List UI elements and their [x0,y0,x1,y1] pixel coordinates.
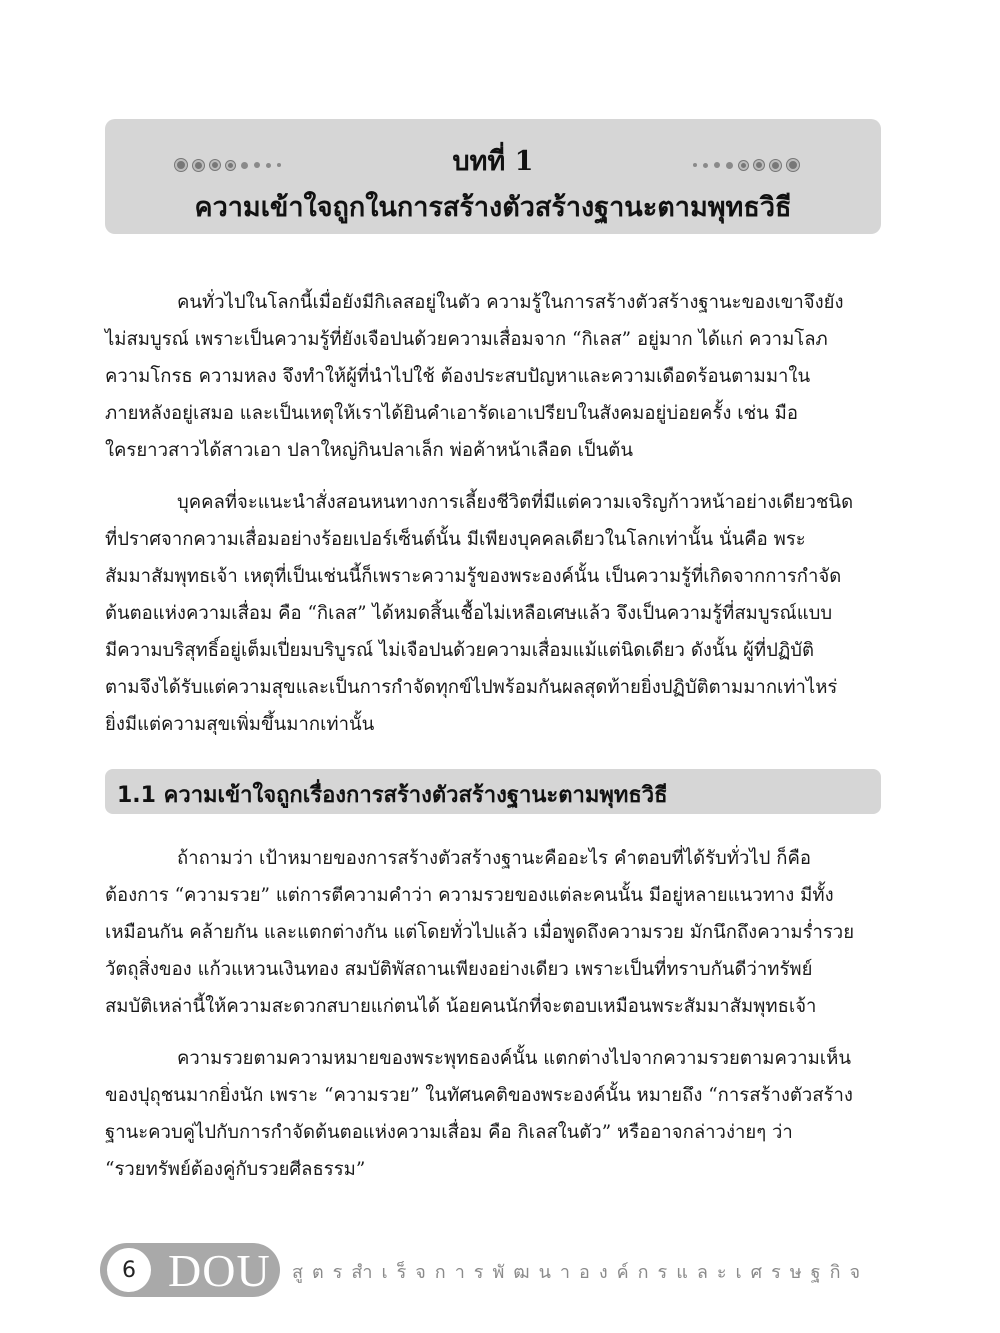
decorative-dots-right [693,159,799,171]
paragraph-line: ต้องการ “ความรวย” แต่การตีความคำว่า ความรวยของแต่ละคนนั้น มีอยู่หลายแนวทาง มีทั้ง [105,885,834,906]
paragraph-line: สมบัติเหล่านี้ให้ความสะดวกสบายแก่ตนได้ น้อยคนนักที่จะตอบเหมือนพระสัมมาสัมพุทธเจ้า [105,996,817,1017]
paragraph-line: ใครยาวสาวได้สาวเอา ปลาใหญ่กินปลาเล็ก พ่อค้าหน้าเลือด เป็นต้น [105,440,633,461]
paragraph-line: ฐานะควบคู่ไปกับการกำจัดต้นตอแห่งความเสื่อม คือ กิเลสในตัว” หรืออาจกล่าวง่ายๆ ว่า [105,1122,793,1143]
dou-logo: DOU [168,1245,271,1296]
paragraph-line: ภายหลังอยู่เสมอ และเป็นเหตุให้เราได้ยินคำเอารัดเอาเปรียบในสังคมอยู่บ่อยครั้ง เช่น มือ [105,403,798,424]
section-header [105,769,881,814]
paragraph-line: ของปุถุชนมากยิ่งนัก เพราะ “ความรวย” ในทัศนคติของพระองค์นั้น หมายถึง “การสร้างตัวสร้าง [105,1085,853,1106]
paragraph-line: มีความบริสุทธิ์อยู่เต็มเปี่ยมบริบูรณ์ ไม่เจือปนด้วยความเสื่อมแม้แต่นิดเดียว ดังนั้น ผู้ที่ปฏิบัติ [105,640,814,661]
paragraph-1 [105,284,881,469]
paragraph-line: บุคคลที่จะแนะนำสั่งสอนหนทางการเลี้ยงชีวิตที่มีแต่ความเจริญก้าวหน้าอย่างเดียวชนิด [177,492,854,513]
paragraph-4 [105,1040,881,1188]
paragraph-3 [105,840,881,1025]
paragraph-line: คนทั่วไปในโลกนี้เมื่อยังมีกิเลสอยู่ในตัว ความรู้ในการสร้างตัวสร้างฐานะของเขาจึงยัง [177,292,844,313]
chapter-title: ความเข้าใจถูกในการสร้างตัวสร้างฐานะตามพุทธวิธี [194,192,792,223]
paragraph-line: ไม่สมบูรณ์ เพราะเป็นความรู้ที่ยังเจือปนด้วยความเสื่อมจาก “กิเลส” อยู่มาก ได้แก่ ความโลภ [105,329,828,350]
paragraph-line: ที่ปราศจากความเสื่อมอย่างร้อยเปอร์เซ็นต์นั้น มีเพียงบุคคลเดียวในโลกเท่านั้น นั่นคือ พระ [105,529,806,550]
paragraph-line: วัตถุสิ่งของ แก้วแหวนเงินทอง สมบัติพัสถานเพียงอย่างเดียว เพราะเป็นที่ทราบกันดีว่าทรัพย์ [105,959,813,980]
paragraph-line: “รวยทรัพย์ต้องคู่กับรวยศีลธรรม” [105,1159,366,1180]
paragraph-2 [105,484,881,743]
section-title: 1.1 ความเข้าใจถูกเรื่องการสร้างตัวสร้างฐานะตามพุทธวิธี [117,783,668,808]
paragraph-line: เหมือนกัน คล้ายกัน และแตกต่างกัน แต่โดยทั่วไปแล้ว เมื่อพูดถึงความรวย มักนึกถึงความร่ำรวย [105,922,855,943]
paragraph-line: ความรวยตามความหมายของพระพุทธองค์นั้น แตกต่างไปจากความรวยตามความเห็น [177,1048,851,1069]
paragraph-line: ต้นตอแห่งความเสื่อม คือ “กิเลส” ได้หมดสิ้นเชื้อไม่เหลือเศษแล้ว จึงเป็นความรู้ที่สมบูรณ์แบบ [105,603,833,624]
paragraph-line: ถ้าถามว่า เป้าหมายของการสร้างตัวสร้างฐานะคืออะไร คำตอบที่ได้รับทั่วไป ก็คือ [177,848,811,869]
paragraph-line: ความโกรธ ความหลง จึงทำให้ผู้ที่นำไปใช้ ต้องประสบปัญหาและความเดือดร้อนตามมาใน [105,366,811,387]
paragraph-line: ตามจึงได้รับแต่ความสุขและเป็นการกำจัดทุกข์ไปพร้อมกันผลสุดท้ายยิ่งปฏิบัติตามมากเท่าไหร่ [105,677,838,698]
paragraph-line: สัมมาสัมพุทธเจ้า เหตุที่เป็นเช่นนี้ก็เพราะความรู้ของพระองค์นั้น เป็นความรู้ที่เกิดจากการกำจัด [105,566,842,587]
book-title: สูตรสำเร็จการพัฒนาองค์กรและเศรษฐกิจ [292,1262,870,1283]
page-number: 6 [107,1248,151,1292]
chapter-header [105,119,881,234]
chapter-number: บทที่ 1 [452,146,534,177]
paragraph-line: ยิ่งมีแต่ความสุขเพิ่มขึ้นมากเท่านั้น [105,714,375,735]
